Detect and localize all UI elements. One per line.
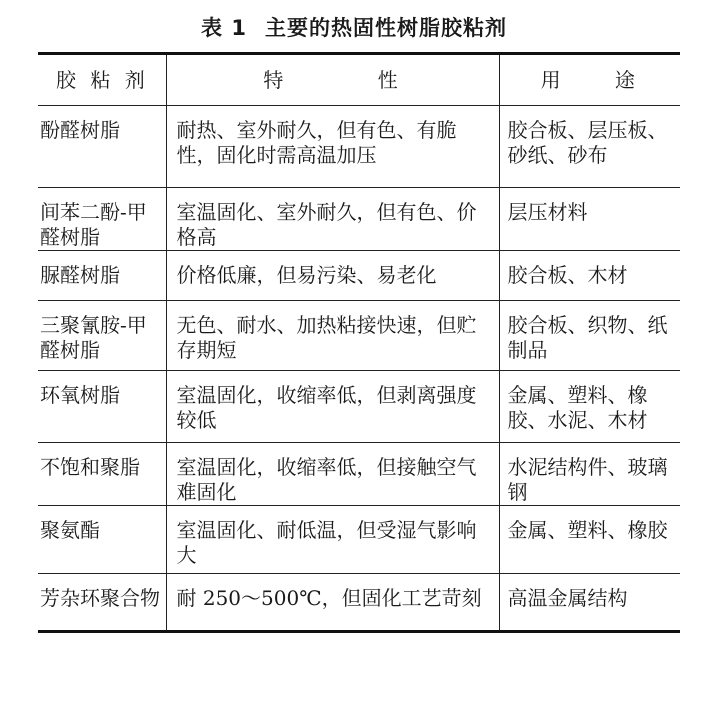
header-properties: 特 性: [166, 54, 499, 106]
cell-properties: 耐 250～500℃，但固化工艺苛刻: [166, 574, 499, 632]
cell-properties: 室温固化，收缩率低，但剥离强度较低: [166, 371, 499, 443]
cell-uses: 金属、塑料、橡胶、水泥、木材: [499, 371, 680, 443]
cell-adhesive: 酚醛树脂: [38, 106, 166, 188]
cell-uses: 高温金属结构: [499, 574, 680, 632]
table-number: 表 1: [201, 16, 247, 40]
cell-properties: 无色、耐水、加热粘接快速，但贮存期短: [166, 301, 499, 371]
cell-properties: 价格低廉，但易污染、易老化: [166, 251, 499, 301]
cell-adhesive: 环氧树脂: [38, 371, 166, 443]
table-row: [38, 574, 680, 632]
table-row: [38, 443, 680, 506]
table-row: [38, 506, 680, 574]
header-row: [38, 54, 680, 106]
cell-properties: 室温固化，收缩率低，但接触空气难固化: [166, 443, 499, 506]
cell-uses: 层压材料: [499, 188, 680, 251]
cell-uses: 胶合板、织物、纸制品: [499, 301, 680, 371]
cell-properties: 室温固化、耐低温，但受湿气影响大: [166, 506, 499, 574]
cell-uses: 水泥结构件、玻璃钢: [499, 443, 680, 506]
table-title: [0, 12, 708, 42]
adhesive-table: [38, 52, 680, 633]
cell-adhesive: 间苯二酚-甲醛树脂: [38, 188, 166, 251]
cell-uses: 金属、塑料、橡胶: [499, 506, 680, 574]
cell-adhesive: 不饱和聚脂: [38, 443, 166, 506]
cell-properties: 耐热、室外耐久，但有色、有脆性，固化时需高温加压: [166, 106, 499, 188]
cell-uses: 胶合板、木材: [499, 251, 680, 301]
table-row: [38, 188, 680, 251]
cell-properties: 室温固化、室外耐久，但有色、价格高: [166, 188, 499, 251]
cell-adhesive: 芳杂环聚合物: [38, 574, 166, 632]
table-row: [38, 106, 680, 188]
cell-uses: 胶合板、层压板、砂纸、砂布: [499, 106, 680, 188]
table-row: [38, 371, 680, 443]
header-uses: 用 途: [499, 54, 680, 106]
table-row: [38, 301, 680, 371]
table-caption: 主要的热固性树脂胶粘剂: [264, 16, 507, 40]
cell-adhesive: 聚氨酯: [38, 506, 166, 574]
header-adhesive: 胶 粘 剂: [56, 67, 149, 92]
cell-adhesive: 脲醛树脂: [38, 251, 166, 301]
cell-adhesive: 三聚氰胺-甲醛树脂: [38, 301, 166, 371]
table-row: [38, 251, 680, 301]
